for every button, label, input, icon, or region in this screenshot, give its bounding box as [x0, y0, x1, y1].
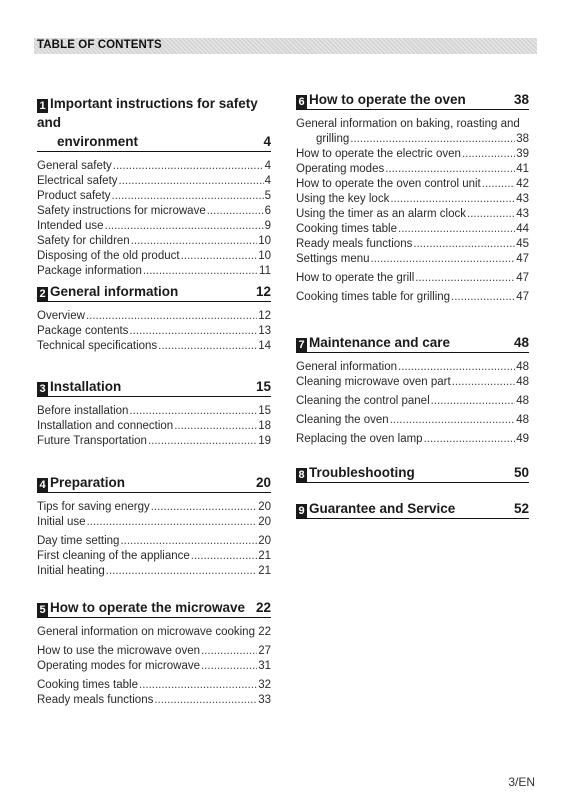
- section-page-number: 50: [513, 465, 529, 480]
- toc-entry[interactable]: [296, 162, 529, 177]
- toc-entry-page: 41: [516, 163, 529, 175]
- dot-leader: [139, 678, 257, 693]
- toc-entry-page: 21: [258, 550, 271, 562]
- section-number-badge: 9: [296, 504, 307, 518]
- section-number-badge: 8: [296, 468, 307, 482]
- section-page-number: 22: [255, 600, 271, 615]
- toc-section: [296, 463, 529, 483]
- toc-entry-label: General information: [296, 361, 397, 373]
- toc-entry-page: 20: [258, 516, 271, 528]
- dot-leader: [143, 264, 258, 279]
- toc-entry-list: [296, 117, 529, 305]
- toc-entry[interactable]: [37, 549, 271, 564]
- section-title: Preparation: [50, 475, 126, 490]
- section-title: Maintenance and care: [309, 335, 451, 350]
- section-page-number: 12: [255, 284, 271, 299]
- toc-entry[interactable]: [37, 219, 271, 234]
- toc-entry-label: Day time setting: [37, 535, 120, 547]
- section-heading[interactable]: [296, 463, 529, 483]
- section-heading[interactable]: [296, 333, 529, 353]
- toc-entry-page: 6: [264, 205, 271, 217]
- toc-entry-label: Initial use: [37, 516, 86, 528]
- toc-entry[interactable]: [296, 432, 529, 447]
- toc-entry-page: 10: [258, 250, 271, 262]
- toc-entry-label: General information on baking, roasting and: [296, 118, 520, 130]
- dot-leader: [151, 500, 257, 515]
- toc-entry[interactable]: [37, 309, 271, 324]
- toc-entry-label: Installation and connection: [37, 420, 174, 432]
- toc-entry-page: 39: [516, 148, 529, 160]
- section-number-badge: 1: [37, 99, 48, 113]
- toc-entry-page: 22: [258, 626, 271, 638]
- section-title-line2: environment: [57, 134, 139, 149]
- section-number-badge: 5: [37, 603, 48, 617]
- toc-entry-page: 48: [516, 361, 529, 373]
- toc-entry-label: General safety: [37, 160, 112, 172]
- dot-leader: [174, 419, 257, 434]
- section-number-badge: 3: [37, 382, 48, 396]
- toc-entry-label: Cleaning microwave oven part: [296, 376, 451, 388]
- toc-entry[interactable]: [296, 117, 529, 147]
- dot-leader: [201, 659, 257, 674]
- toc-entry[interactable]: [296, 192, 529, 207]
- toc-entry-page: 32: [258, 679, 271, 691]
- dot-leader: [129, 324, 257, 339]
- toc-entry-page: 49: [516, 433, 529, 445]
- dot-leader: [191, 549, 257, 564]
- toc-entry[interactable]: [37, 693, 271, 708]
- section-heading[interactable]: [37, 282, 271, 302]
- dot-leader: [119, 174, 264, 189]
- dot-leader: [415, 271, 515, 286]
- toc-entry-page: 4: [264, 160, 271, 172]
- section-title: Guarantee and Service: [309, 501, 456, 516]
- dot-leader: [105, 219, 264, 234]
- toc-entry[interactable]: [37, 419, 271, 434]
- toc-entry-page: 18: [258, 420, 271, 432]
- toc-entry-page: 20: [258, 535, 271, 547]
- toc-entry[interactable]: [37, 534, 271, 549]
- section-title: Installation: [50, 379, 122, 394]
- toc-section: [37, 282, 271, 354]
- toc-entry-page: 45: [516, 238, 529, 250]
- dot-leader: [385, 162, 515, 177]
- dot-leader: [154, 693, 257, 708]
- toc-entry-label: Safety for children: [37, 235, 130, 247]
- toc-entry[interactable]: [296, 177, 529, 192]
- toc-entry-page: 13: [258, 325, 271, 337]
- dot-leader: [120, 534, 257, 549]
- toc-entry-page: 4: [264, 175, 271, 187]
- toc-entry-page: 43: [516, 193, 529, 205]
- dot-leader: [462, 147, 515, 162]
- dot-leader: [424, 432, 516, 447]
- toc-entry-label-line2: grilling: [316, 133, 350, 145]
- toc-entry-label: Ready meals functions: [37, 694, 154, 706]
- section-title: Troubleshooting: [309, 465, 415, 480]
- toc-entry-label: Product safety: [37, 190, 111, 202]
- toc-entry-label: Using the timer as an alarm clock: [296, 208, 467, 220]
- section-heading[interactable]: [37, 377, 271, 397]
- dot-leader: [390, 192, 515, 207]
- dot-leader: [106, 564, 257, 579]
- toc-entry-label: Future Transportation: [37, 435, 147, 447]
- toc-heading: TABLE OF CONTENTS: [37, 39, 162, 51]
- dot-leader: [181, 249, 258, 264]
- toc-entry[interactable]: [296, 237, 529, 252]
- toc-entry-label: Intended use: [37, 220, 104, 232]
- dot-leader: [482, 177, 515, 192]
- toc-section: [37, 377, 271, 449]
- toc-entry[interactable]: [37, 159, 271, 174]
- toc-entry[interactable]: [37, 659, 271, 674]
- toc-entry-list: [37, 404, 271, 449]
- toc-section: [296, 333, 529, 447]
- dot-leader: [467, 207, 515, 222]
- toc-entry-label: Package information: [37, 265, 142, 277]
- toc-entry-label: Overview: [37, 310, 85, 322]
- toc-entry-page: 48: [516, 414, 529, 426]
- section-page-number: 15: [255, 379, 271, 394]
- dot-leader: [86, 309, 257, 324]
- dot-leader: [350, 132, 515, 147]
- toc-entry-label: How to operate the oven control unit: [296, 178, 481, 190]
- section-page-number: 20: [255, 475, 271, 490]
- toc-entry-label: Cleaning the oven: [296, 414, 389, 426]
- dot-leader: [113, 159, 264, 174]
- toc-entry[interactable]: [37, 339, 271, 354]
- section-page-number: 4: [263, 134, 271, 149]
- toc-entry[interactable]: [296, 207, 529, 222]
- section-page-number: 48: [513, 335, 529, 350]
- toc-entry[interactable]: [296, 222, 529, 237]
- toc-entry-page: 47: [516, 291, 529, 303]
- toc-entry-page: 20: [258, 501, 271, 513]
- toc-section: [37, 473, 271, 579]
- toc-entry-page: 38: [516, 133, 529, 145]
- toc-entry-label: Tips for saving energy: [37, 501, 150, 513]
- toc-entry[interactable]: [296, 147, 529, 162]
- dot-leader: [451, 290, 515, 305]
- toc-entry-label: Safety instructions for microwave: [37, 205, 206, 217]
- toc-entry-label: Cooking times table: [296, 223, 397, 235]
- toc-section: [296, 499, 529, 519]
- toc-entry[interactable]: [296, 271, 529, 286]
- dot-leader: [398, 360, 515, 375]
- toc-entry-page: 31: [258, 660, 271, 672]
- toc-entry-label: First cleaning of the appliance: [37, 550, 190, 562]
- section-number-badge: 4: [37, 478, 48, 492]
- toc-entry[interactable]: [37, 678, 271, 693]
- dot-leader: [129, 404, 257, 419]
- toc-entry[interactable]: [296, 252, 529, 267]
- toc-entry-page: 42: [516, 178, 529, 190]
- toc-entry-label: How to operate the grill: [296, 272, 415, 284]
- section-heading[interactable]: [37, 473, 271, 493]
- dot-leader: [371, 252, 516, 267]
- toc-entry-page: 48: [516, 395, 529, 407]
- toc-entry[interactable]: [37, 174, 271, 189]
- toc-entry[interactable]: [37, 234, 271, 249]
- section-heading[interactable]: [296, 90, 529, 110]
- toc-entry-label: Package contents: [37, 325, 129, 337]
- toc-entry-list: [37, 500, 271, 579]
- toc-entry[interactable]: [296, 413, 529, 428]
- dot-leader: [398, 222, 515, 237]
- section-heading[interactable]: [37, 94, 271, 152]
- toc-entry-list: [296, 360, 529, 447]
- toc-entry-page: 10: [258, 235, 271, 247]
- toc-entry[interactable]: [37, 515, 271, 530]
- toc-entry-page: 12: [258, 310, 271, 322]
- toc-entry[interactable]: [296, 375, 529, 390]
- toc-entry-page: 43: [516, 208, 529, 220]
- toc-entry-label: Disposing of the old product: [37, 250, 180, 262]
- dot-leader: [207, 204, 264, 219]
- toc-entry-label: How to use the microwave oven: [37, 645, 200, 657]
- section-page-number: 52: [513, 501, 529, 516]
- toc-entry[interactable]: [296, 290, 529, 305]
- toc-section: [37, 94, 271, 279]
- toc-entry[interactable]: [37, 564, 271, 579]
- toc-entry-label: Before installation: [37, 405, 129, 417]
- toc-entry-label: Replacing the oven lamp: [296, 433, 423, 445]
- toc-entry[interactable]: [37, 404, 271, 419]
- toc-entry-label: Cooking times table: [37, 679, 138, 691]
- dot-leader: [390, 413, 515, 428]
- section-number-badge: 6: [296, 95, 307, 109]
- toc-entry[interactable]: [37, 249, 271, 264]
- toc-entry-page: 19: [258, 435, 271, 447]
- toc-entry-list: [37, 159, 271, 279]
- toc-entry-page: 15: [258, 405, 271, 417]
- toc-entry[interactable]: [37, 644, 271, 659]
- toc-entry-label: Settings menu: [296, 253, 370, 265]
- toc-entry[interactable]: [37, 204, 271, 219]
- dot-leader: [148, 434, 257, 449]
- section-title: Important instructions for safety and: [37, 96, 258, 130]
- dot-leader: [431, 394, 516, 409]
- toc-header-bar: [34, 38, 537, 54]
- toc-section: [296, 90, 529, 305]
- section-title: How to operate the oven: [309, 92, 466, 107]
- toc-entry[interactable]: [296, 360, 529, 375]
- section-heading[interactable]: [296, 499, 529, 519]
- toc-entry[interactable]: [37, 189, 271, 204]
- toc-entry[interactable]: [37, 264, 271, 279]
- toc-entry[interactable]: [37, 500, 271, 515]
- toc-entry-page: 48: [516, 376, 529, 388]
- toc-entry-label: Technical specifications: [37, 340, 158, 352]
- toc-entry-label: How to operate the electric oven: [296, 148, 461, 160]
- toc-entry-page: 44: [516, 223, 529, 235]
- toc-entry-label: Electrical safety: [37, 175, 118, 187]
- toc-entry-label: Ready meals functions: [296, 238, 413, 250]
- toc-entry-page: 9: [264, 220, 271, 232]
- section-number-badge: 7: [296, 338, 307, 352]
- dot-leader: [452, 375, 516, 390]
- toc-entry[interactable]: [37, 324, 271, 339]
- toc-entry-label: Operating modes: [296, 163, 385, 175]
- toc-entry-label: Cooking times table for grilling: [296, 291, 451, 303]
- toc-entry-page: 33: [258, 694, 271, 706]
- toc-entry[interactable]: [296, 394, 529, 409]
- toc-entry-page: 47: [516, 272, 529, 284]
- dot-leader: [131, 234, 258, 249]
- dot-leader: [413, 237, 515, 252]
- toc-entry-page: 47: [516, 253, 529, 265]
- toc-entry-page: 11: [259, 265, 271, 277]
- section-page-number: 38: [513, 92, 529, 107]
- toc-entry-list: [37, 309, 271, 354]
- toc-entry-label: General information on microwave cooking: [37, 626, 255, 638]
- section-title: General information: [50, 284, 179, 299]
- toc-entry-label: Initial heating: [37, 565, 105, 577]
- toc-entry-continuation: [296, 132, 529, 147]
- section-heading[interactable]: [37, 598, 271, 618]
- section-title: How to operate the microwave: [50, 600, 246, 615]
- dot-leader: [158, 339, 257, 354]
- toc-entry-label: Using the key lock: [296, 193, 390, 205]
- toc-entry-page: 5: [264, 190, 271, 202]
- toc-section: [37, 598, 271, 708]
- toc-entry[interactable]: [37, 434, 271, 449]
- dot-leader: [112, 189, 264, 204]
- toc-entry-page: 27: [258, 645, 271, 657]
- page-number: 3/EN: [508, 775, 535, 789]
- toc-entry-list: [37, 625, 271, 708]
- section-number-badge: 2: [37, 287, 48, 301]
- toc-entry-page: 14: [258, 340, 271, 352]
- dot-leader: [256, 625, 257, 640]
- toc-entry-label: Cleaning the control panel: [296, 395, 430, 407]
- toc-entry-page: 21: [258, 565, 271, 577]
- toc-entry-label: Operating modes for microwave: [37, 660, 200, 672]
- toc-entry[interactable]: [37, 625, 271, 640]
- dot-leader: [87, 515, 258, 530]
- dot-leader: [201, 644, 257, 659]
